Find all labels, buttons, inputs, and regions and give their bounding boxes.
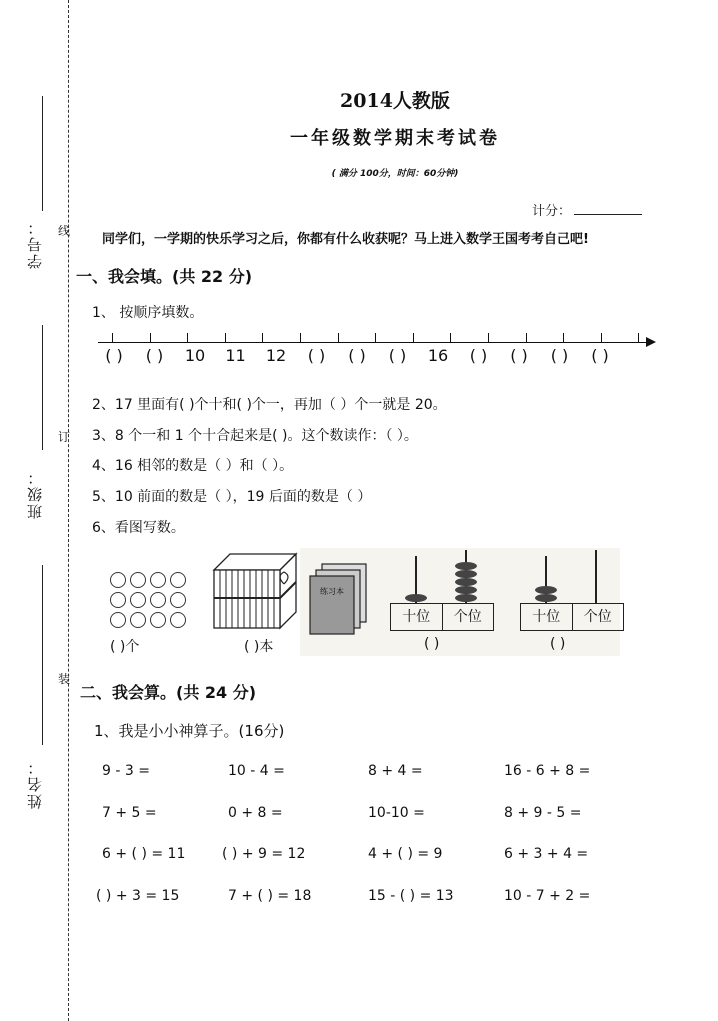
exercise-books-icon <box>310 564 366 634</box>
binding-mark-line: 线 <box>58 224 71 238</box>
number-line-tick <box>225 333 226 342</box>
abacus2-place-box <box>520 603 624 631</box>
abacus1-answer: ( ) <box>424 636 440 652</box>
abacus2-tens-label: 十位 <box>532 609 561 625</box>
abacus2-tens-bead-1 <box>535 594 557 602</box>
number-line-tick <box>338 333 339 342</box>
counting-dot <box>150 572 166 588</box>
number-line-cell[interactable]: ( ) <box>348 346 366 365</box>
number-line-tick <box>488 333 489 342</box>
abacus1-tens-bead <box>405 594 427 602</box>
class-label: 班级： <box>26 468 44 519</box>
name-label: 姓名： <box>26 758 44 809</box>
number-line-cell: 16 <box>427 346 449 365</box>
counting-dot <box>130 592 146 608</box>
number-line <box>98 342 648 343</box>
calc-problem: 8 + 4 = <box>368 763 423 779</box>
number-line-tick <box>300 333 301 342</box>
question-1-2: 2、17 里面有( )个十和( )个一，再加（ ）个一就是 20。 <box>92 397 447 413</box>
book-cover-text: 练习本 <box>320 587 344 596</box>
counting-dot <box>150 612 166 628</box>
calc-problem: ( ) + 9 = 12 <box>222 846 306 862</box>
page-title: 2014人教版 <box>340 90 450 112</box>
number-line-cell: 10 <box>184 346 206 365</box>
number-line-tick <box>450 333 451 342</box>
book-bundle-icon <box>214 554 296 628</box>
number-line-tick <box>150 333 151 342</box>
abacus1-ones-bead <box>455 594 477 602</box>
abacus2-ones-label: 个位 <box>572 604 624 630</box>
calc-problem: 6 + 3 + 4 = <box>504 846 589 862</box>
calc-problem: 9 - 3 = <box>102 763 150 779</box>
question-1-3: 3、8 个一和 1 个十合起来是( )。这个数读作：（ ）。 <box>92 428 418 444</box>
number-line-cell[interactable]: ( ) <box>469 346 488 365</box>
counting-dot <box>150 592 166 608</box>
number-line-cell[interactable]: ( ) <box>307 346 326 365</box>
counting-dot <box>170 572 186 588</box>
number-line-tick <box>413 333 414 342</box>
number-line-cell[interactable]: ( ) <box>145 346 164 365</box>
counting-dot <box>170 592 186 608</box>
exam-meta: ( 满分 100分，时间：60分钟) <box>331 169 459 179</box>
calc-problem: 0 + 8 = <box>228 805 283 821</box>
dots-answer: ( )个 <box>110 639 140 655</box>
binding-mark-staple: 订 <box>58 430 71 444</box>
abacus1-ones-label: 个位 <box>442 604 494 630</box>
section2-title: 二、我会算。(共 24 分) <box>80 683 257 702</box>
counting-dot <box>130 612 146 628</box>
calc-problem: 10-10 = <box>368 805 425 821</box>
calc-problem: 8 + 9 - 5 = <box>504 805 582 821</box>
abacus1-ones-bead <box>455 578 477 586</box>
counting-dot <box>110 592 126 608</box>
student-id-label: 学号： <box>26 218 44 269</box>
abacus1-ones-bead <box>455 586 477 594</box>
number-line-cell: 11 <box>225 346 246 365</box>
calc-problem: 15 - ( ) = 13 <box>368 888 454 904</box>
question-2-1: 1、我是小小神算子。(16分) <box>94 722 285 740</box>
number-line-tick <box>638 333 639 342</box>
name-blank <box>42 565 43 745</box>
abacus2-answer: ( ) <box>550 636 566 652</box>
number-line-tick <box>112 333 113 342</box>
number-line-tick <box>187 333 188 342</box>
calc-problem: 7 + 5 = <box>102 805 157 821</box>
number-line-arrow <box>646 337 656 347</box>
number-line-cell[interactable]: ( ) <box>510 346 528 365</box>
calc-problem: 10 - 4 = <box>228 763 285 779</box>
number-line-cell[interactable]: ( ) <box>591 346 609 365</box>
calc-problem: ( ) + 3 = 15 <box>96 888 180 904</box>
counting-dot <box>110 612 126 628</box>
number-line-tick <box>526 333 527 342</box>
calc-problem: 16 - 6 + 8 = <box>504 763 591 779</box>
question-1-5: 5、10 前面的数是（ ），19 后面的数是（ ） <box>92 489 372 505</box>
abacus1-place-box <box>390 603 494 631</box>
counting-dot <box>170 612 186 628</box>
number-line-cell[interactable]: ( ) <box>550 346 569 365</box>
abacus1-ones-bead <box>455 562 477 570</box>
calc-problem: 4 + ( ) = 9 <box>368 846 443 862</box>
question-1-4: 4、16 相邻的数是（ ）和（ ）。 <box>92 458 294 474</box>
section1-title: 一、我会填。(共 22 分) <box>76 267 253 286</box>
number-line-cell[interactable]: ( ) <box>105 346 123 365</box>
score-blank[interactable] <box>574 214 642 215</box>
abacus2-tens-bead-2 <box>535 586 557 594</box>
calc-problem: 6 + ( ) = 11 <box>102 846 186 862</box>
books-answer: ( )本 <box>244 639 274 655</box>
number-line-tick <box>262 333 263 342</box>
student-id-blank <box>42 96 43 211</box>
intro-text: 同学们，一学期的快乐学习之后，你都有什么收获呢？马上进入数学王国考考自己吧! <box>102 232 589 247</box>
counting-dot <box>110 572 126 588</box>
number-line-cell[interactable]: ( ) <box>388 346 407 365</box>
calc-problem: 10 - 7 + 2 = <box>504 888 591 904</box>
books-picture <box>210 550 370 638</box>
score-label: 计分： <box>532 204 572 219</box>
class-blank <box>42 325 43 450</box>
binding-dashed-line <box>68 0 69 1021</box>
counting-dot <box>130 572 146 588</box>
abacus2-ones-rod <box>595 550 597 604</box>
calc-problem: 7 + ( ) = 18 <box>228 888 312 904</box>
question-1-1: 1、 按顺序填数。 <box>92 305 204 321</box>
number-line-tick <box>563 333 564 342</box>
page-subtitle: 一年级数学期末考试卷 <box>290 128 500 149</box>
binding-mark-bind: 装 <box>58 672 71 686</box>
number-line-tick <box>601 333 602 342</box>
abacus1-tens-label: 十位 <box>402 609 431 625</box>
number-line-cell: 12 <box>265 346 287 365</box>
number-line-tick <box>375 333 376 342</box>
question-1-6: 6、看图写数。 <box>92 520 185 536</box>
abacus1-ones-bead <box>455 570 477 578</box>
